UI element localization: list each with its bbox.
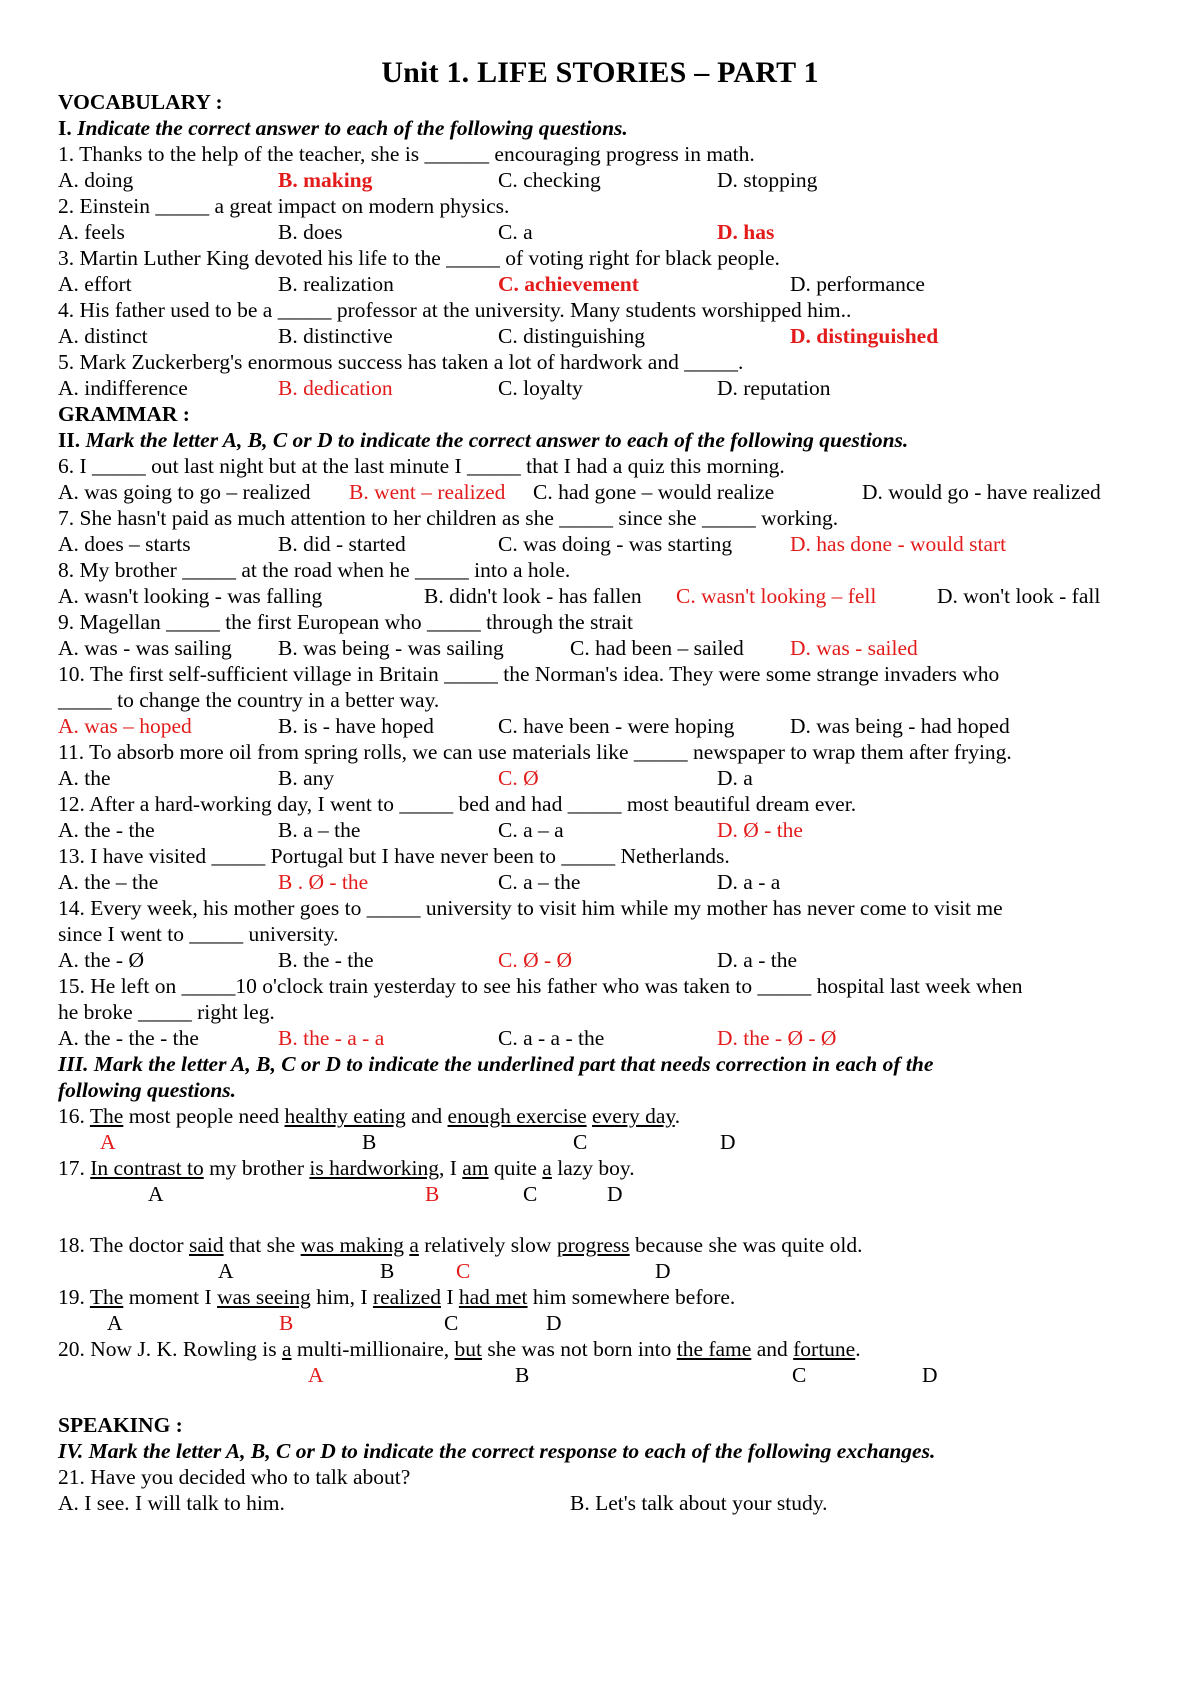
- q2-option-b: B. does: [278, 220, 343, 244]
- question-10-line-2: _____ to change the country in a better way.: [58, 688, 440, 712]
- q8-option-b: B. didn't look - has fallen: [424, 584, 642, 608]
- q9-option-a: A. was - was sailing: [58, 636, 232, 660]
- section-speaking: SPEAKING :: [58, 1413, 183, 1437]
- q16-text: 16.: [58, 1104, 90, 1128]
- section-grammar: GRAMMAR :: [58, 402, 190, 426]
- q10-option-d: D. was being - had hoped: [790, 714, 1010, 738]
- q4-option-b: B. distinctive: [278, 324, 393, 348]
- instruction-ii-number: II.: [58, 428, 81, 452]
- q20-part-d: fortune: [793, 1337, 856, 1361]
- q21-option-b: B. Let's talk about your study.: [570, 1491, 828, 1515]
- q17-text: lazy boy.: [551, 1156, 635, 1180]
- instruction-i-number: I.: [58, 116, 72, 140]
- q15-option-b: B. the - a - a: [278, 1026, 385, 1050]
- q8-option-d: D. won't look - fall: [937, 584, 1101, 608]
- q5-option-a: A. indifference: [58, 376, 188, 400]
- q18-text: 18. The doctor: [58, 1233, 189, 1257]
- q16-letter-a: A: [100, 1130, 116, 1154]
- q16-text: .: [674, 1104, 681, 1128]
- question-20: [58, 1336, 861, 1362]
- instruction-ii-text: Mark the letter A, B, C or D to indicate the correct answer to each of the following questions.: [85, 428, 909, 452]
- q5-option-b: B. dedication: [278, 376, 393, 400]
- q17-letter-a: A: [148, 1182, 164, 1206]
- question-1: 1. Thanks to the help of the teacher, she is ______ encouraging progress in math.: [58, 142, 755, 166]
- q15-option-c: C. a - a - the: [498, 1026, 605, 1050]
- q9-option-b: B. was being - was sailing: [278, 636, 504, 660]
- q4-option-d: D. distinguished: [790, 324, 939, 348]
- q20-text: she was not born into: [482, 1337, 677, 1361]
- q11-option-b: B. any: [278, 766, 335, 790]
- q20-part-c: the fame: [676, 1337, 752, 1361]
- q18-text: because she was quite old.: [629, 1233, 863, 1257]
- instruction-ii: [58, 427, 908, 453]
- q12-option-a: A. the - the: [58, 818, 155, 842]
- q20-letter-c: C: [792, 1363, 807, 1387]
- question-15-line-1: 15. He left on _____10 o'clock train yesterday to see his father who was taken to _____ hospital last week when: [58, 974, 1023, 998]
- q14-option-b: B. the - the: [278, 948, 374, 972]
- question-19: [58, 1284, 735, 1310]
- q4-option-a: A. distinct: [58, 324, 148, 348]
- q6-option-c: C. had gone – would realize: [533, 480, 775, 504]
- q14-option-a: A. the - Ø: [58, 948, 144, 972]
- q18-letter-d: D: [655, 1259, 671, 1283]
- q7-option-b: B. did - started: [278, 532, 406, 556]
- question-17: [58, 1155, 635, 1181]
- q19-part-b: was seeing: [217, 1285, 311, 1309]
- q5-option-d: D. reputation: [717, 376, 831, 400]
- q19-part-c: realized: [372, 1285, 441, 1309]
- q17-letter-b: B: [425, 1182, 440, 1206]
- q18-part-c: a: [409, 1233, 419, 1257]
- q16-part-b: healthy eating: [284, 1104, 406, 1128]
- q3-option-c: C. achievement: [498, 272, 639, 296]
- q20-letter-b: B: [515, 1363, 530, 1387]
- q12-option-d: D. Ø - the: [717, 818, 803, 842]
- q18-part-d: progress: [556, 1233, 630, 1257]
- q20-letter-a: A: [308, 1363, 324, 1387]
- q16-letter-c: C: [573, 1130, 588, 1154]
- q17-part-a: In contrast to: [90, 1156, 204, 1180]
- q2-option-c: C. a: [498, 220, 533, 244]
- q19-text: moment I: [123, 1285, 218, 1309]
- instruction-iv: IV. Mark the letter A, B, C or D to indicate the correct response to each of the following exchanges.: [58, 1439, 936, 1463]
- q20-part-a: a: [281, 1337, 292, 1361]
- q3-option-a: A. effort: [58, 272, 132, 296]
- question-4: 4. His father used to be a _____ professor at the university. Many students worshipped him..: [58, 298, 852, 322]
- q17-part-d: a: [542, 1156, 552, 1180]
- q20-letter-d: D: [922, 1363, 938, 1387]
- q18-letter-c: C: [456, 1259, 471, 1283]
- q17-part-c: am: [462, 1156, 489, 1180]
- q11-option-c: C. Ø: [498, 766, 539, 790]
- q19-letter-c: C: [444, 1311, 459, 1335]
- question-13: 13. I have visited _____ Portugal but I have never been to _____ Netherlands.: [58, 844, 730, 868]
- q20-text: multi-millionaire,: [291, 1337, 455, 1361]
- q8-option-a: A. wasn't looking - was falling: [58, 584, 323, 608]
- question-21: 21. Have you decided who to talk about?: [58, 1465, 411, 1489]
- q16-letter-b: B: [362, 1130, 377, 1154]
- question-15-line-2: he broke _____ right leg.: [58, 1000, 275, 1024]
- q8-option-c: C. wasn't looking – fell: [676, 584, 877, 608]
- q1-option-b: B. making: [278, 168, 373, 192]
- q19-text: I: [440, 1285, 459, 1309]
- question-18: [58, 1232, 863, 1258]
- question-16: [58, 1103, 680, 1129]
- q17-text: , I: [438, 1156, 463, 1180]
- q20-text: 20. Now J. K. Rowling is: [58, 1337, 282, 1361]
- q19-text: him, I: [310, 1285, 373, 1309]
- q17-letter-c: C: [523, 1182, 538, 1206]
- q17-text: my brother: [203, 1156, 310, 1180]
- q19-part-d: had met: [458, 1285, 528, 1309]
- q17-part-b: is hardworking: [309, 1156, 439, 1180]
- q19-letter-d: D: [546, 1311, 562, 1335]
- question-8: 8. My brother _____ at the road when he _____ into a hole.: [58, 558, 571, 582]
- q3-option-d: D. performance: [790, 272, 925, 296]
- question-3: 3. Martin Luther King devoted his life to the _____ of voting right for black people.: [58, 246, 780, 270]
- q18-text: relatively slow: [418, 1233, 557, 1257]
- q2-option-d: D. has: [717, 220, 775, 244]
- q2-option-a: A. feels: [58, 220, 125, 244]
- q5-option-c: C. loyalty: [498, 376, 583, 400]
- q10-option-a: A. was – hoped: [58, 714, 192, 738]
- q7-option-c: C. was doing - was starting: [498, 532, 733, 556]
- question-9: 9. Magellan _____ the first European who _____ through the strait: [58, 610, 634, 634]
- q4-option-c: C. distinguishing: [498, 324, 645, 348]
- question-6: 6. I _____ out last night but at the last minute I _____ that I had a quiz this morning.: [58, 454, 785, 478]
- q13-option-b: B . Ø - the: [278, 870, 369, 894]
- q18-part-a: said: [188, 1233, 224, 1257]
- q15-option-d: D. the - Ø - Ø: [717, 1026, 837, 1050]
- q6-option-d: D. would go - have realized: [862, 480, 1101, 504]
- question-12: 12. After a hard-working day, I went to _____ bed and had _____ most beautiful dream ever.: [58, 792, 857, 816]
- q17-text: 17.: [58, 1156, 91, 1180]
- q19-text: him somewhere before.: [527, 1285, 736, 1309]
- q17-text: quite: [488, 1156, 543, 1180]
- q13-option-a: A. the – the: [58, 870, 159, 894]
- q20-text: .: [855, 1337, 861, 1361]
- q19-letter-b: B: [279, 1311, 294, 1335]
- q13-option-c: C. a – the: [498, 870, 581, 894]
- question-7: 7. She hasn't paid as much attention to her children as she _____ since she _____ working.: [58, 506, 839, 530]
- q11-option-a: A. the: [58, 766, 111, 790]
- q14-option-d: D. a - the: [717, 948, 797, 972]
- question-14-line-2: since I went to _____ university.: [58, 922, 339, 946]
- q1-option-c: C. checking: [498, 168, 601, 192]
- q19-part-a: The: [89, 1285, 124, 1309]
- q10-option-c: C. have been - were hoping: [498, 714, 735, 738]
- q19-letter-a: A: [107, 1311, 123, 1335]
- question-2: 2. Einstein _____ a great impact on modern physics.: [58, 194, 510, 218]
- question-10-line-1: 10. The first self-sufficient village in Britain _____ the Norman's idea. They were some strange invaders who: [58, 662, 1000, 686]
- q14-option-c: C. Ø - Ø: [498, 948, 573, 972]
- q16-part-a: The: [89, 1104, 124, 1128]
- q18-part-b: was making: [300, 1233, 404, 1257]
- q15-option-a: A. the - the - the: [58, 1026, 199, 1050]
- q12-option-b: B. a – the: [278, 818, 361, 842]
- q7-option-d: D. has done - would start: [790, 532, 1007, 556]
- q11-option-d: D. a: [717, 766, 753, 790]
- instruction-i: [58, 115, 628, 141]
- q18-letter-b: B: [380, 1259, 395, 1283]
- q18-text: that she: [223, 1233, 301, 1257]
- q20-text: and: [751, 1337, 794, 1361]
- q20-part-b: but: [454, 1337, 483, 1361]
- q3-option-b: B. realization: [278, 272, 394, 296]
- q18-letter-a: A: [218, 1259, 234, 1283]
- q9-option-c: C. had been – sailed: [570, 636, 744, 660]
- q16-part-d: every day: [592, 1104, 675, 1128]
- q10-option-b: B. is - have hoped: [278, 714, 434, 738]
- q16-part-c: enough exercise: [447, 1104, 587, 1128]
- instruction-iii-line-1: III. Mark the letter A, B, C or D to indicate the underlined part that needs correction in each of the: [58, 1052, 934, 1076]
- q6-option-b: B. went – realized: [349, 480, 506, 504]
- question-5: 5. Mark Zuckerberg's enormous success has taken a lot of hardwork and _____.: [58, 350, 744, 374]
- q16-letter-d: D: [720, 1130, 736, 1154]
- q21-option-a: A. I see. I will talk to him.: [58, 1491, 285, 1515]
- question-14-line-1: 14. Every week, his mother goes to _____ university to visit him while my mother has never come to visit me: [58, 896, 1003, 920]
- section-vocabulary: VOCABULARY :: [58, 90, 223, 114]
- instruction-i-text: Indicate the correct answer to each of the following questions.: [77, 116, 628, 140]
- q6-option-a: A. was going to go – realized: [58, 480, 311, 504]
- q9-option-d: D. was - sailed: [790, 636, 918, 660]
- q16-text: most people need: [123, 1104, 285, 1128]
- q19-text: 19.: [58, 1285, 90, 1309]
- instruction-iii-line-2: following questions.: [58, 1078, 237, 1102]
- q7-option-a: A. does – starts: [58, 532, 191, 556]
- question-11: 11. To absorb more oil from spring rolls, we can use materials like _____ newspaper to wrap them after frying.: [58, 740, 1012, 764]
- q1-option-a: A. doing: [58, 168, 134, 192]
- q1-option-d: D. stopping: [717, 168, 818, 192]
- page-title: Unit 1. LIFE STORIES – PART 1: [381, 56, 819, 89]
- q16-text: and: [405, 1104, 448, 1128]
- q13-option-d: D. a - a: [717, 870, 781, 894]
- q17-letter-d: D: [607, 1182, 623, 1206]
- q12-option-c: C. a – a: [498, 818, 564, 842]
